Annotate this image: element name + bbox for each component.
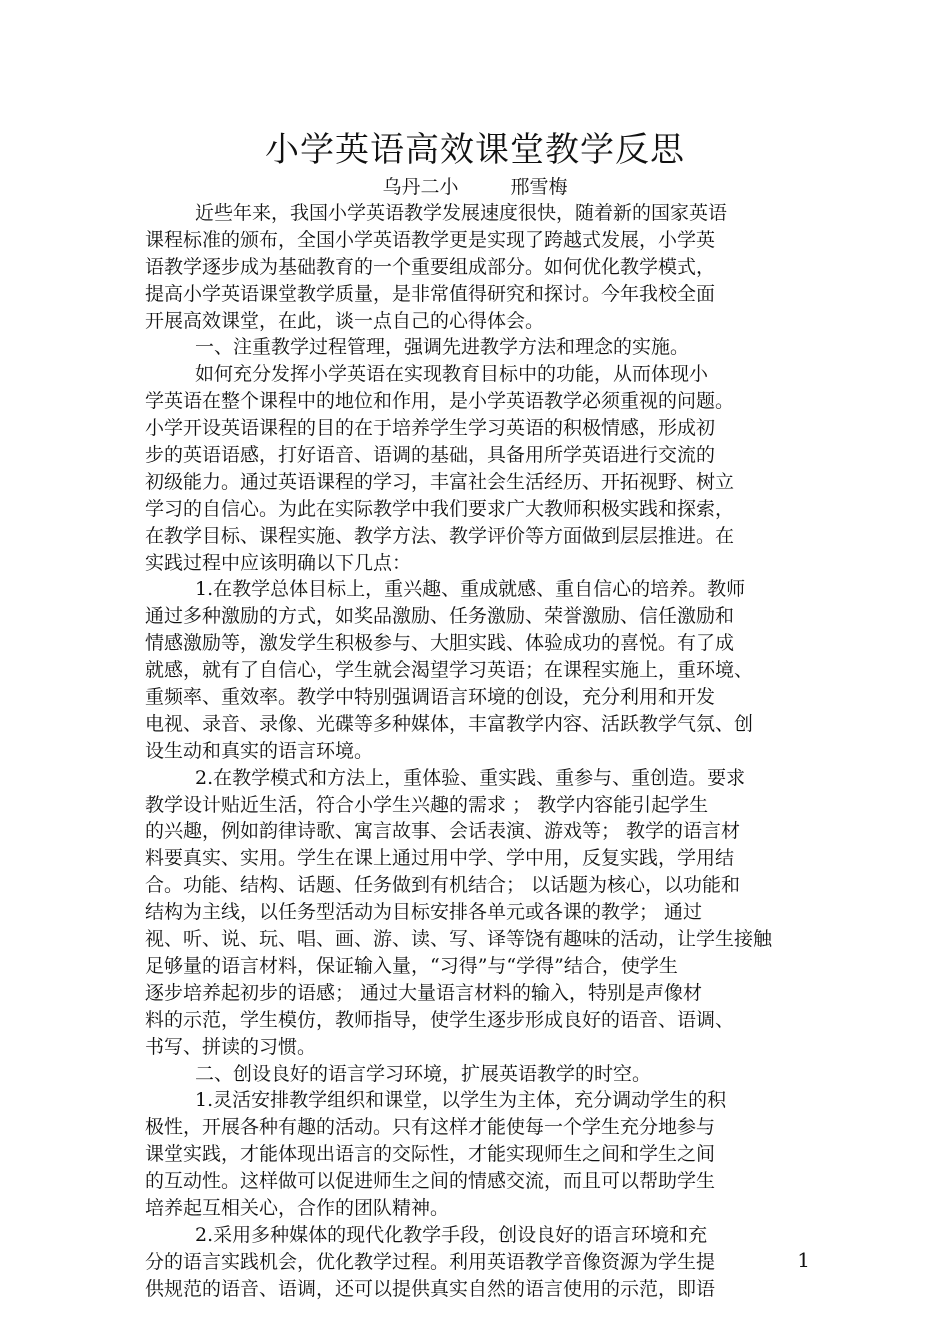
paragraph-first-line: 1.灵活安排教学组织和课堂，以学生为主体，充分调动学生的积: [195, 1089, 727, 1112]
text-line: 学习的自信心。为此在实际教学中我们要求广大教师积极实践和探索，: [145, 497, 735, 520]
text-line: 学英语在整个课程中的地位和作用，是小学英语教学必须重视的问题。: [145, 390, 735, 413]
text-line: 课堂实践，才能体现出语言的交际性，才能实现师生之间和学生之间: [145, 1143, 716, 1166]
text-line: 料的示范，学生模仿，教师指导，使学生逐步形成良好的语音、语调、: [145, 1008, 735, 1031]
text-line: 的兴趣，例如韵律诗歌、寓言故事、会话表演、游戏等； 教学的语言材: [145, 820, 741, 843]
text-line: 初级能力。通过英语课程的学习，丰富社会生活经历、开拓视野、树立: [145, 470, 735, 493]
text-line: 极性，开展各种有趣的活动。只有这样才能使每一个学生充分地参与: [145, 1116, 716, 1139]
text-line: 重频率、重效率。教学中特别强调语言环境的创设，充分利用和开发: [145, 686, 716, 709]
text-line: 通过多种激励的方式，如奖品激励、任务激励、荣誉激励、信任激励和: [145, 605, 735, 628]
text-line: 合。功能、结构、话题、任务做到有机结合； 以话题为核心，以功能和: [145, 874, 741, 897]
text-line: 小学开设英语课程的目的在于培养学生学习英语的积极情感，形成初: [145, 417, 716, 440]
text-line: 教学设计贴近生活，符合小学生兴趣的需求 ； 教学内容能引起学生: [145, 793, 709, 816]
paragraph-first-line: 2.在教学模式和方法上，重体验、重实践、重参与、重创造。要求: [195, 766, 746, 789]
text-line: 逐步培养起初步的语感； 通过大量语言材料的输入，特别是声像材: [145, 981, 703, 1004]
author-school: 乌丹二小: [382, 176, 459, 198]
paragraph-first-line: 1.在教学总体目标上，重兴趣、重成就感、重自信心的培养。教师: [195, 578, 746, 601]
text-line: 视、听、说、玩、唱、画、游、读、写、译等饶有趣味的活动，让学生接触: [145, 928, 773, 951]
paragraph-first-line: 二、创设良好的语言学习环境，扩展英语教学的时空。: [195, 1062, 652, 1085]
paragraph-first-line: 近些年来，我国小学英语教学发展速度很快，随着新的国家英语: [195, 202, 728, 224]
author-name: 邢雪梅: [510, 176, 568, 198]
text-line: 料要真实、实用。学生在课上通过用中学、学中用，反复实践，学用结: [145, 847, 735, 870]
paragraph-first-line: 一、注重教学过程管理，强调先进教学方法和理念的实施。: [195, 336, 690, 359]
text-line: 电视、录音、录像、光碟等多种媒体，丰富教学内容、活跃教学气氛、创: [145, 712, 754, 735]
text-line: 课程标准的颁布，全国小学英语教学更是实现了跨越式发展，小学英: [145, 228, 716, 251]
text-line: 语教学逐步成为基础教育的一个重要组成部分。如何优化教学模式，: [145, 255, 716, 278]
text-line: 就感，就有了自信心，学生就会渴望学习英语；在课程实施上，重环境、: [145, 659, 754, 682]
paragraph-first-line: 如何充分发挥小学英语在实现教育目标中的功能，从而体现小: [195, 363, 709, 386]
text-line: 的互动性。这样做可以促进师生之间的情感交流，而且可以帮助学生: [145, 1170, 716, 1193]
text-line: 供规范的语音、语调，还可以提供真实自然的语言使用的示范，即语: [145, 1277, 716, 1300]
body-text: [145, 200, 807, 1303]
text-line: 足够量的语言材料，保证输入量，“习得”与“学得”结合，使学生: [145, 954, 678, 977]
text-line: 实践过程中应该明确以下几点：: [145, 551, 412, 574]
text-line: 提高小学英语课堂教学质量，是非常值得研究和探讨。今年我校全面: [145, 282, 716, 305]
document-title: 小学英语高效课堂教学反思: [265, 130, 685, 170]
text-line: 设生动和真实的语言环境。: [145, 739, 374, 762]
text-line: 书写、拼读的习惯。: [145, 1035, 317, 1058]
text-line: 情感激励等，激发学生积极参与、大胆实践、体验成功的喜悦。有了成: [145, 632, 735, 655]
page-number: 1: [797, 1248, 810, 1272]
text-line: 在教学目标、课程实施、教学方法、教学评价等方面做到层层推进。在: [145, 524, 735, 547]
paragraph-first-line: 2.采用多种媒体的现代化教学手段，创设良好的语言环境和充: [195, 1223, 708, 1246]
text-line: 步的英语语感，打好语音、语调的基础，具备用所学英语进行交流的: [145, 444, 716, 467]
text-line: 培养起互相关心，合作的团队精神。: [145, 1196, 450, 1219]
author-byline: [0, 176, 950, 198]
text-line: 结构为主线，以任务型活动为目标安排各单元或各课的教学； 通过: [145, 901, 703, 924]
text-line: 分的语言实践机会，优化教学过程。利用英语教学音像资源为学生提: [145, 1250, 716, 1273]
text-line: 开展高效课堂，在此，谈一点自己的心得体会。: [145, 309, 545, 332]
